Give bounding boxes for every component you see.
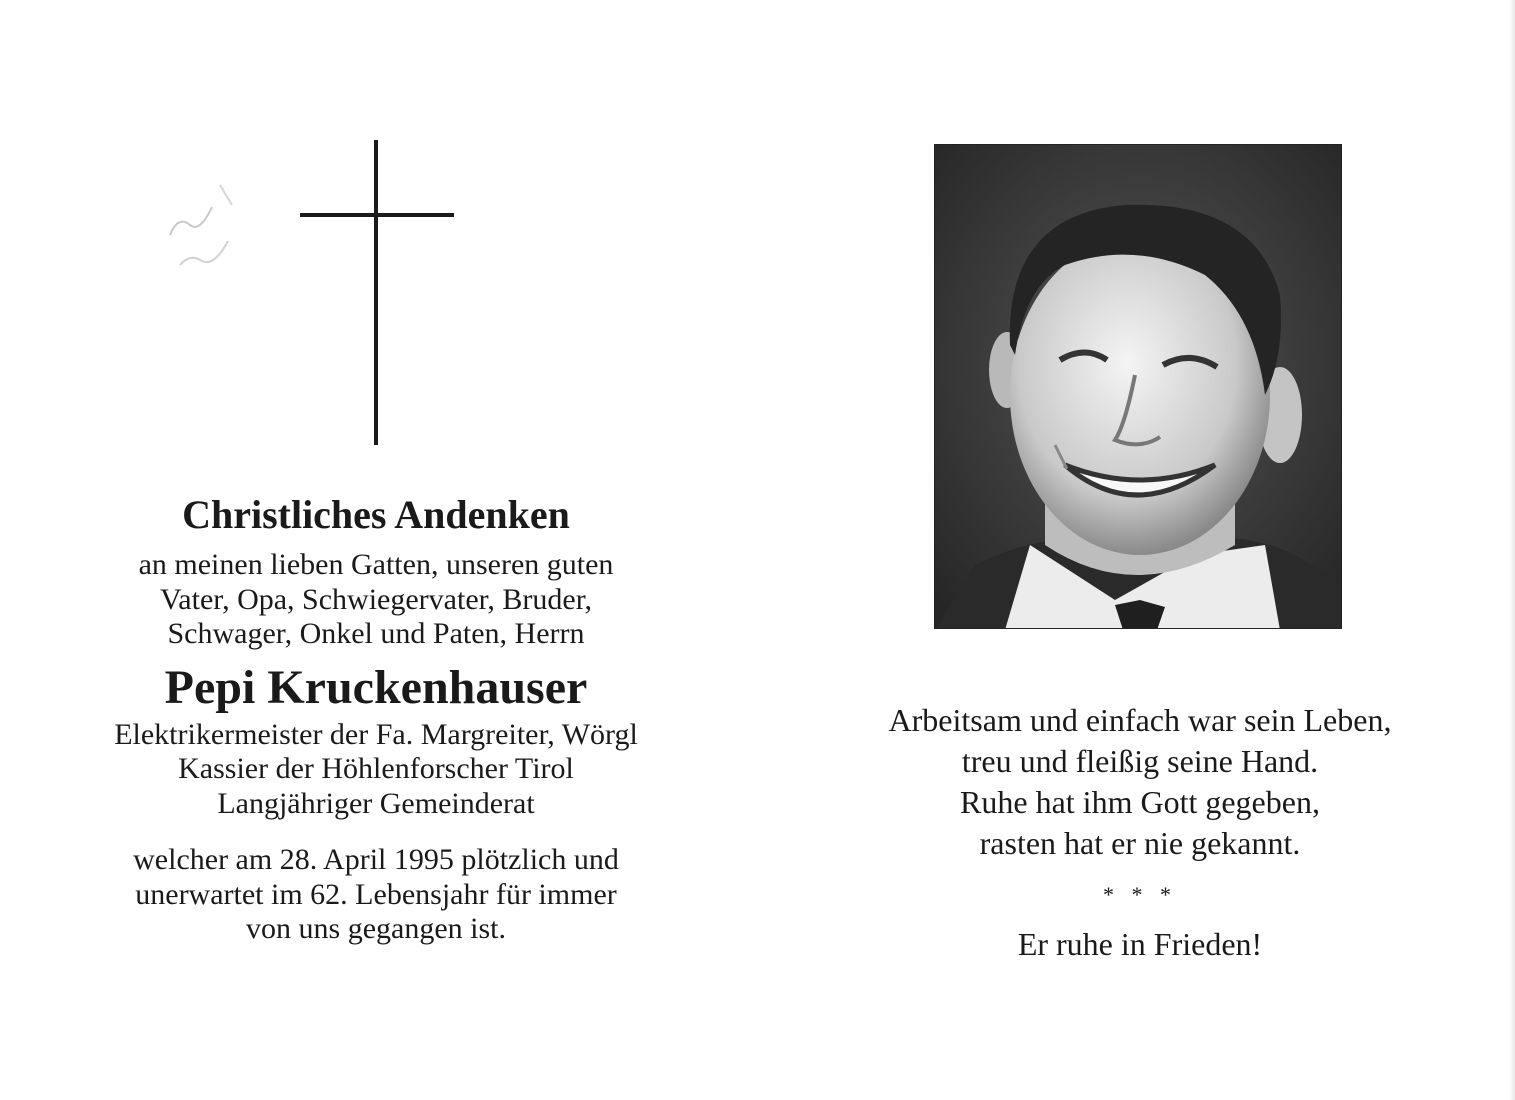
intro-line: an meinen lieben Gatten, unseren guten [138, 548, 614, 581]
cross-vertical-bar [374, 140, 378, 445]
intro-line: Schwager, Onkel und Paten, Herrn [167, 617, 585, 650]
card-heading: Christliches Andenken [182, 492, 570, 537]
death-notice-line: unerwartet im 62. Lebensjahr für immer [135, 877, 617, 911]
death-notice-line: welcher am 28. April 1995 plötzlich und [133, 843, 619, 876]
verse-line: rasten hat er nie gekannt. [979, 825, 1301, 861]
death-notice-line: von uns gegangen ist. [246, 912, 506, 945]
verse-line: Arbeitsam und einfach war sein Leben, [888, 702, 1392, 738]
portrait-illustration [935, 145, 1342, 629]
verse-line: treu und fleißig seine Hand. [961, 743, 1319, 779]
pencil-mark [150, 175, 250, 285]
verse-block [830, 700, 1450, 964]
deceased-name: Pepi Kruckenhauser [164, 660, 588, 714]
separator-stars: * * * [1103, 882, 1177, 907]
cross-horizontal-bar [300, 213, 454, 217]
intro-line: Vater, Opa, Schwiegervater, Bruder, [159, 582, 593, 616]
title-line: Elektrikermeister der Fa. Margreiter, Wörgl [114, 717, 638, 751]
title-line: Kassier der Höhlenforscher Tirol [178, 752, 574, 785]
closing-line: Er ruhe in Frieden! [1017, 926, 1263, 962]
portrait-photo [934, 144, 1342, 629]
memorial-text [40, 488, 712, 947]
title-line: Langjähriger Gemeinderat [217, 786, 535, 820]
cross-icon [300, 140, 454, 445]
card-edge-shadow [1509, 0, 1515, 1100]
verse-line: Ruhe hat ihm Gott gegeben, [960, 784, 1320, 820]
